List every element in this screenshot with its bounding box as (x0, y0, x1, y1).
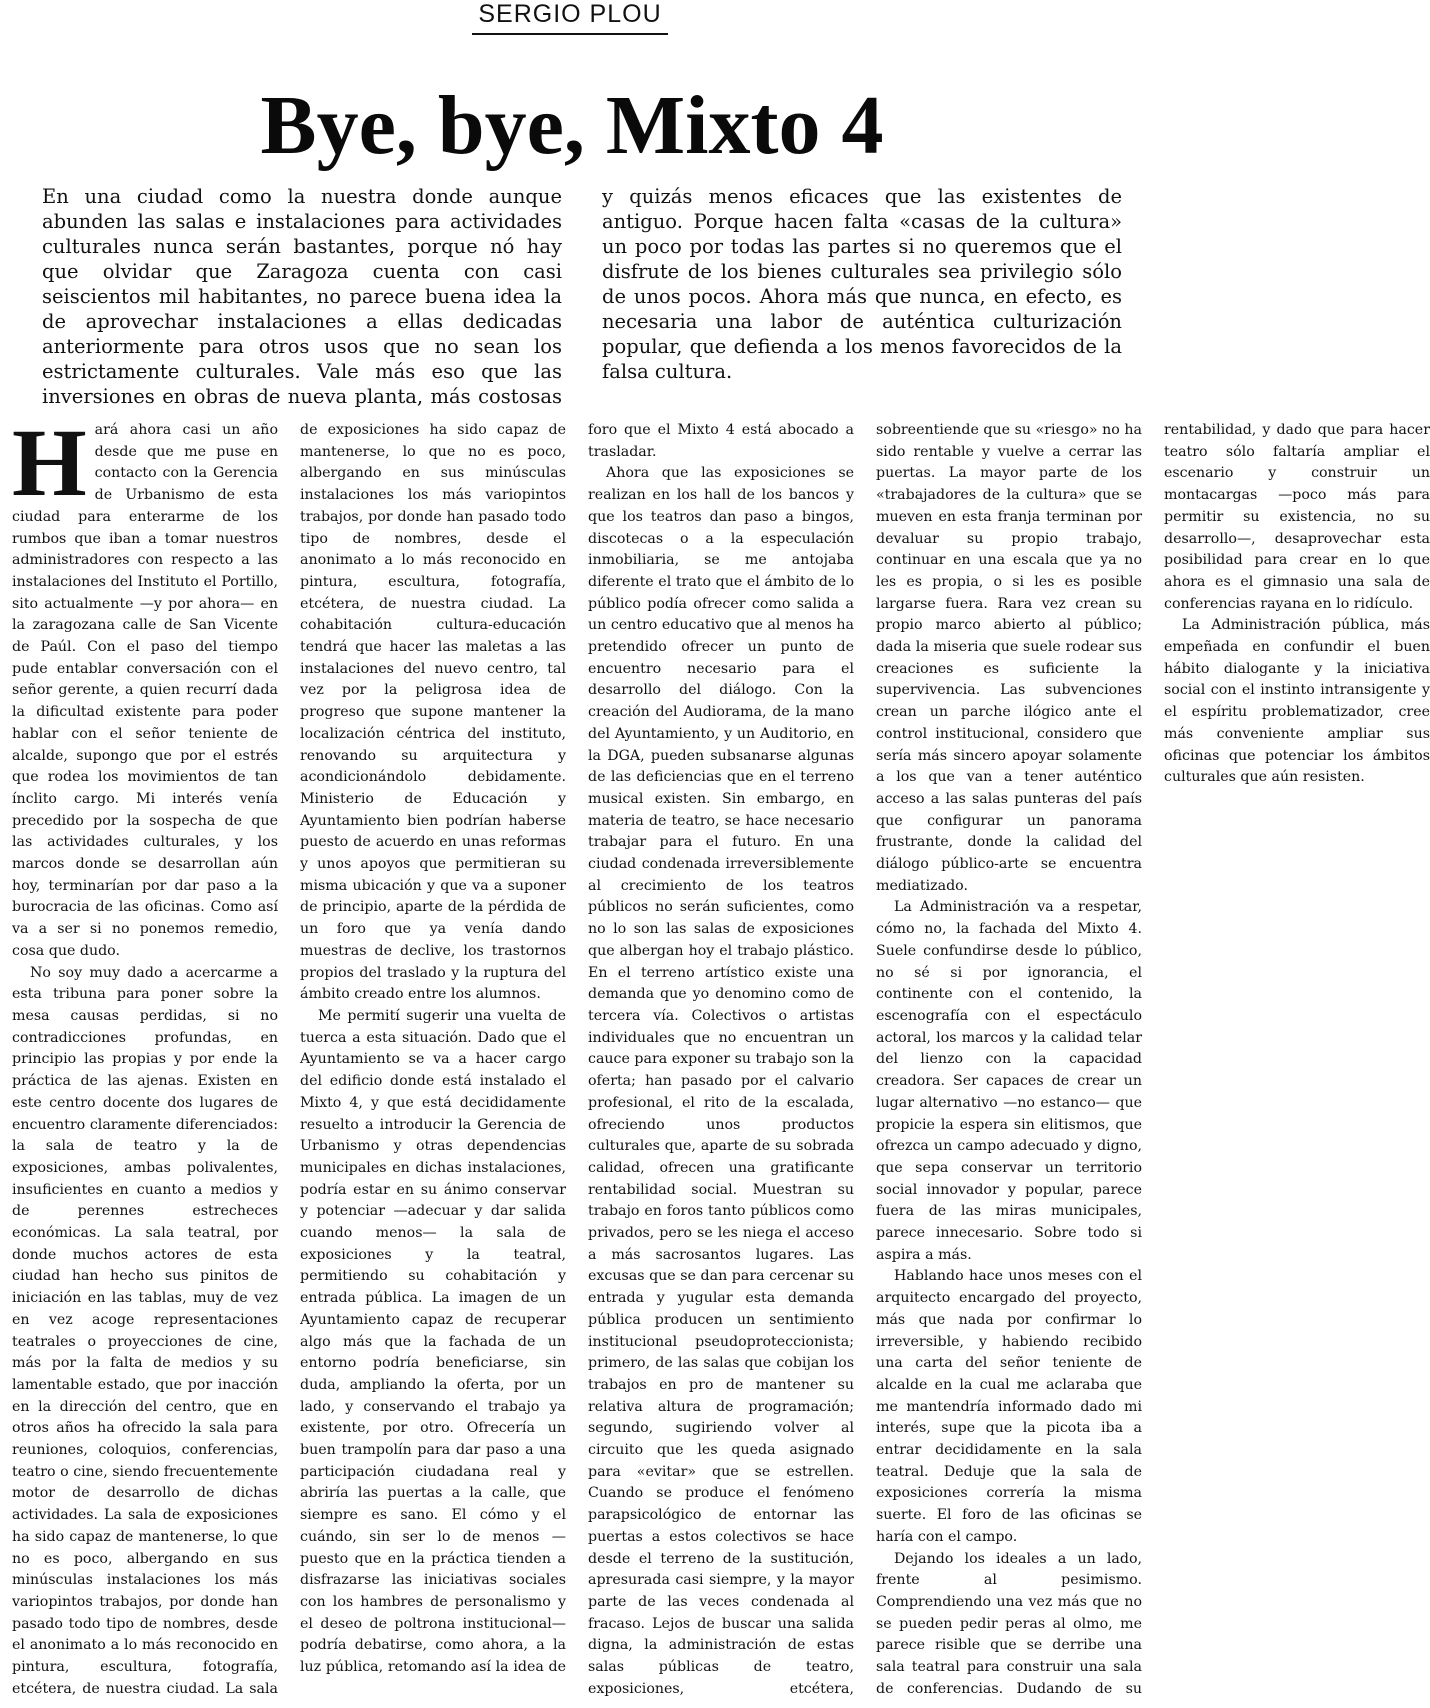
body-paragraph-7: Dejando los ideales a un lado, frente al pesimismo. Comprendiendo una vez más que no se pueden pedir peras al olmo, me parece risible que se derribe una sala teatral para construir una sala de conferencias. Dudando de su rentabilidad, y dado que para hacer teatro sólo faltaría ampliar el escenario y construir un montacargas —poco más para permitir su existencia, no su desarrollo—, desaprovechar esta posibilidad para crear en lo que ahora es el gimnasio una sala de conferencias rayana en lo ridículo. (876, 422, 1430, 1697)
body-paragraph-5: La Administración va a respetar, cómo no, la fachada del Mixto 4. Suele confundirse desde lo público, no sé si por ignorancia, el continente con el contenido, la escenografía con el espectáculo actoral, los marcos y la calidad telar del lienzo con la capacidad creadora. Ser capaces de crear un lugar alternativo —no estanco— que propicie la espera sin elitismos, que ofrezca un campo adecuado y digno, que sepa conservar un territorio social innovador y popular, parece fuera de las miras municipales, parece innecesario. Sobre todo si aspira a más. (876, 899, 1142, 1263)
body-paragraph-8: La Administración pública, más empeñada en confundir el buen hábito dialogante y la iniciativa social con el instinto intransigente y el espíritu problematizador, cree más conveniente ampliar sus oficinas que potenciar los ámbitos culturales que aún resisten. (1164, 617, 1430, 786)
body-paragraph-1-text: ará ahora casi un año desde que me puse en contacto con la Gerencia de Urbanismo de esta ciudad para enterarme de los rumbos que iban a tomar nuestros administradores con respecto a las instalaciones del Instituto el Portillo, sito actualmente —y por ahora— en la zaragozana calle de San Vicente de Paúl. Con el paso del tiempo pude entablar conversación con el señor gerente, a quien recurrí dada la dificultad existente para poder hablar con el señor teniente de alcalde, supongo que por el estrés que rodea los movimientos de tan ínclito cargo. Mi interés venía precedido por la sospecha de que las actividades culturales, y los marcos donde se desarrollan aún hoy, terminarían por dar paso a la burocracia de las oficinas. Como así va a ser si no ponemos remedio, cosa que dudo. (12, 422, 278, 959)
article-body (12, 409, 1430, 1702)
article-headline: Bye, bye, Mixto 4 (260, 79, 884, 172)
body-paragraph-6: Hablando hace unos meses con el arquitecto encargado del proyecto, más que nada por confirmar lo irreversible, y habiendo recibido una carta del señor teniente de alcalde en la cual me aclaraba que me mantendría informado dado mi interés, supe que la picota iba a entrar decididamente en la sala teatral. Deduje que la sala de exposiciones correría la misma suerte. El foro de las oficinas se haría con el campo. (876, 1268, 1142, 1545)
author-byline: SERGIO PLOU (472, 0, 667, 35)
body-paragraph-1 (12, 409, 278, 963)
drop-cap: H (12, 409, 87, 516)
body-paragraph-4: Ahora que las exposiciones se realizan en los hall de los bancos y que los teatros dan paso a bingos, discotecas o a la especulación inmobiliaria, se me antojaba diferente el trato que el ámbito de lo público podía ofrecer como salida a un centro educativo que al menos ha pretendido ofrecer un punto de encuentro necesario para el desarrollo del diálogo. Con la creación del Audiorama, de la mano del Ayuntamiento, y un Auditorio, en la DGA, pueden subsanarse algunas de las deficiencias que en el terreno musical existen. Sin embargo, en materia de teatro, se hace necesario trabajar para el futuro. En una ciudad condenada irreversiblemente al crecimiento de los teatros públicos no serán suficientes, como no lo son las salas de exposiciones que albergan hoy el trabajo plástico. En el terreno artístico existe una demanda que yo denomino como de tercera vía. Colectivos o artistas individuales que no encuentran un cauce para exponer su trabajo son la oferta; han pasado por el calvario profesional, el rito de la escalada, ofreciendo unos productos culturales que, aparte de su sobrada calidad, ofrecen una gratificante rentabilidad social. Muestran su trabajo en foros tanto públicos como privados, pero se les niega el acceso a más sacrosantos lugares. Las excusas que se dan para cercenar su entrada y yugular esta demanda pública producen un sentimiento institucional pseudoproteccionista; primero, de las salas que cobijan los trabajos en pro de mantener su relativa altura de programación; segundo, sugiriendo volver al circuito que les queda asignado para «evitar» que se estrellen. Cuando se produce el fenómeno parapsicológico de entornar las puertas a estos colectivos se hace desde el terreno de la sustitución, apresurada casi siempre, y la mayor parte de las veces condenada al fracaso. Lejos de buscar una salida digna, la administración de estas salas públicas de teatro, exposiciones, etcétera, sobreentiende que su «riesgo» no ha sido rentable y vuelve a cerrar las puertas. La mayor parte de los «trabajadores de la cultura» que se mueven en esta franja terminan por devaluar su propio trabajo, continuar en una escala que ya no les es propia, o si les es posible largarse fuera. Rara vez crean su propio marco abierto al público; dada la miseria que suele rodear sus creaciones es suficiente la supervivencia. Las subvenciones crean un parche ilógico ante el control institucional, considero que sería más sincero apoyar solamente a los que van a tener auténtico acceso a las salas punteras del país que configurar un panorama frustrante, donde la calidad del diálogo público-arte se encuentra mediatizado. (588, 422, 1142, 1697)
body-paragraph-2: No soy muy dado a acercarme a esta tribuna para poner sobre la mesa causas perdidas, si no contradicciones profundas, en principio las propias y por ende la práctica de las ajenas. Existen en este centro docente dos lugares de encuentro claramente diferenciados: la sala de teatro y la de exposiciones, ambas polivalentes, insuficientes en cuanto a medios y de perennes estrecheces económicas. La sala teatral, por donde muchos actores de esta ciudad han hecho sus pinitos de iniciación en las tablas, muy de vez en vez acoge representaciones teatrales o proyecciones de cine, más por la falta de medios y su lamentable estado, que por inacción en la dirección del centro, que en otros años ha ofrecido la sala para reuniones, coloquios, conferencias, teatro o cine, siendo frecuentemente motor de desarrollo de dichas actividades. La sala de exposiciones ha sido capaz de mantenerse, lo que no es poco, albergando en sus minúsculas instalaciones los más variopintos trabajos, por donde han pasado todo tipo de nombres, desde el anonimato a lo más reconocido en pintura, escultura, fotografía, etcétera, de nuestra ciudad. La sala de exposiciones ha sido capaz de mantenerse, lo que no es poco, albergando en sus minúsculas instalaciones los más variopintos trabajos, por donde han pasado todo tipo de nombres, desde el anonimato a lo más reconocido en pintura, escultura, fotografía, etcétera, de nuestra ciudad. La cohabitación cultura-educación tendrá que hacer las maletas a las instalaciones del nuevo centro, tal vez por la peligrosa idea de progreso que supone mantener la localización céntrica del instituto, renovando su arquitectura y acondicionándolo debidamente. Ministerio de Educación y Ayuntamiento bien podrían haberse puesto de acuerdo en unas reformas y unos apoyos que permitieran su misma ubicación y que va a suponer de principio, aparte de la pérdida de un foro que ya venía dando muestras de declive, los trastornos propios del traslado y la ruptura del ámbito creado entre los alumnos. (12, 422, 566, 1697)
body-paragraph-3: Me permití sugerir una vuelta de tuerca a esta situación. Dado que el Ayuntamiento se va a hacer cargo del edificio donde está instalado el Mixto 4, y que está decididamente resuelto a introducir la Gerencia de Urbanismo y otras dependencias municipales en dichas instalaciones, podría estar en su ánimo conservar y potenciar —adecuar y dar salida cuando menos— la sala de exposiciones y la teatral, permitiendo su cohabitación y entrada pública. La imagen de un Ayuntamiento capaz de recuperar algo más que la fachada de un entorno podría beneficiarse, sin duda, ampliando la oferta, por un lado, y conservando el trabajo ya existente, por otro. Ofrecería un buen trampolín para dar paso a una participación ciudadana real y abriría las puertas a la calle, que siempre es sano. El cómo y el cuándo, sin ser lo de menos —puesto que en la práctica tienden a disfrazarse las iniciativas sociales con los hambres de personalismo y el deseo de poltrona institucional— podría debatirse, como ahora, a la luz pública, retomando así la idea de foro que el Mixto 4 está abocado a trasladar. (300, 422, 854, 1676)
article-lede: En una ciudad como la nuestra donde aunque abunden las salas e instalaciones para actividades culturales nunca serán bastantes, porque nó hay que olvidar que Zaragoza cuenta con casi seiscientos mil habitantes, no parece buena idea la de aprovechar instalaciones a ellas dedicadas anteriormente para otros usos que no sean los estrictamente culturales. Vale más eso que las inversiones en obras de nueva planta, más costosas y quizás menos eficaces que las existentes de antiguo. Porque hacen falta «casas de la cultura» un poco por todas las partes si no queremos que el disfrute de los bienes culturales sea privilegio sólo de unos pocos. Ahora más que nunca, en efecto, es necesaria una labor de auténtica culturización popular, que defienda a los menos favorecidos de la falsa cultura. (42, 185, 1122, 408)
byline-container (470, 0, 670, 35)
